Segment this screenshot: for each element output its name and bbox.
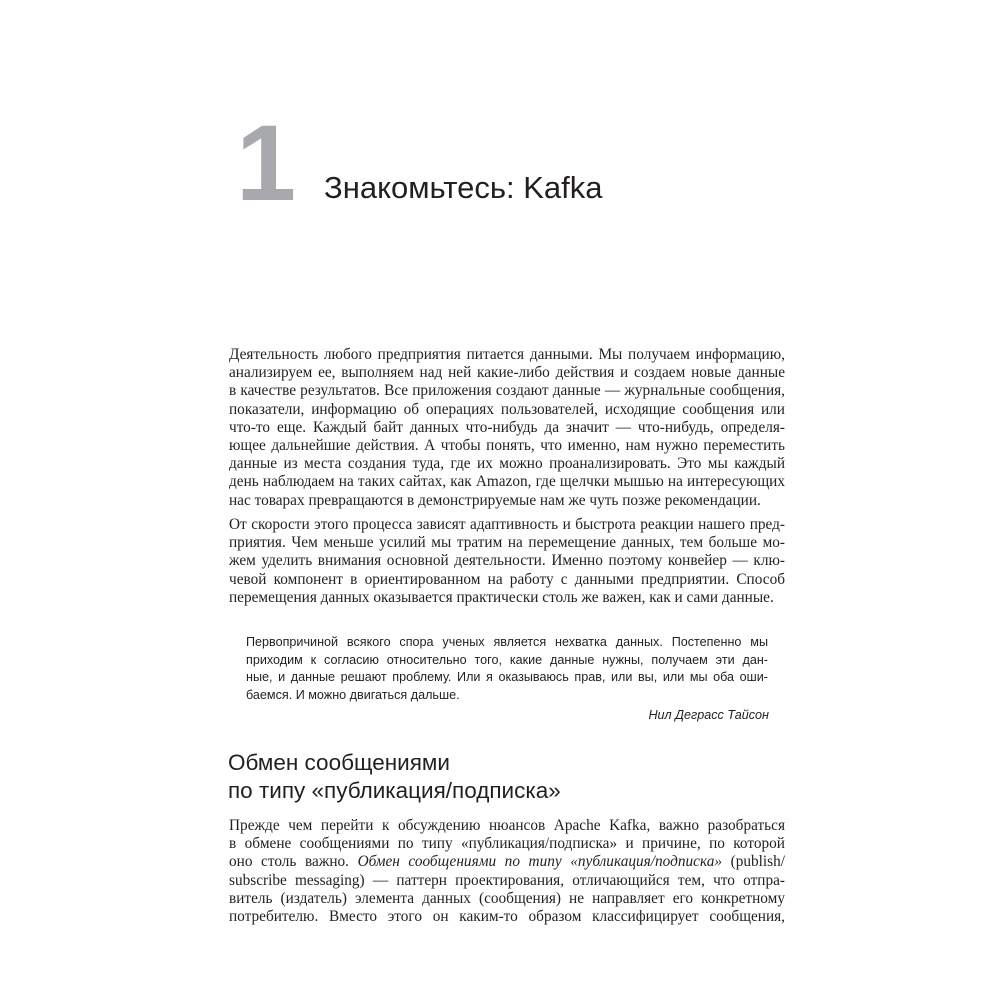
text-line: нас товарах превращаются в демонстрируемые нам же чуть позже рекомендации.: [229, 491, 761, 509]
text-line: Деятельность любого предприятия питается данными. Мы получаем информацию,: [229, 346, 785, 363]
section-heading-line: по типу «публикация/подписка»: [228, 778, 561, 803]
intro-paragraph-1: [229, 346, 785, 510]
text-line: в обмене сообщениями по типу «публикация/подписка» и причине, по которой: [229, 835, 785, 853]
section-heading-line: Обмен сообщениями: [228, 750, 450, 775]
text-line: анализируем ее, выполняем над ней какие-либо действия и создаем новые данные: [229, 364, 785, 382]
epigraph-quote: [246, 634, 768, 705]
text-line: витель (издатель) элемента данных (сообщения) не направляет его конкретному: [229, 889, 785, 907]
text-fragment: оно столь важно.: [229, 853, 358, 871]
text-line: перемещения данных оказывается практически столь же важен, как и сами данные.: [229, 588, 774, 606]
italic-term: Обмен сообщениями по типу «публикация/подписка»: [357, 853, 723, 871]
text-line: день наблюдаем на таких сайтах, как Amazon, где щелчки мышью на интересующих: [229, 473, 785, 491]
text-line: данные из места создания туда, где их можно проанализировать. Это мы каждый: [229, 455, 785, 473]
chapter-header: [230, 102, 790, 223]
text-line: От скорости этого процесса зависят адаптивность и быстрота реакции нашего пред-: [229, 516, 785, 533]
quote-line: баемся. И можно двигаться дальше.: [246, 688, 460, 703]
text-line: жем уделить внимания основной деятельности. Именно поэтому конвейер — клю-: [229, 552, 785, 570]
epigraph-author: Нил Деграсс Тайсон: [648, 708, 769, 722]
text-line: приятия. Чем меньше усилий мы тратим на перемещение данных, тем больше мо-: [229, 534, 785, 552]
text-line: Прежде чем перейти к обсуждению нюансов Apache Kafka, важно разобраться: [229, 817, 785, 834]
intro-paragraph-2: [229, 516, 785, 607]
text-line: что-то еще. Каждый байт данных что-нибудь да значит — что-нибудь, определя-: [229, 418, 785, 436]
text-line: чевой компонент в ориентированном на работу с данными предприятии. Способ: [229, 570, 785, 588]
quote-line: Первопричиной всякого спора ученых является нехватка данных. Постепенно мы: [246, 635, 768, 649]
quote-line: приходим к согласию относительно того, какие данные нужны, получаем эти дан-: [246, 652, 768, 667]
text-line: потребителю. Вместо этого он каким-то образом классифицирует сообщения,: [229, 908, 785, 926]
text-fragment: (publish/: [722, 853, 785, 871]
chapter-title: Знакомьтесь: Kafka: [324, 170, 603, 205]
text-line: в качестве результатов. Все приложения создают данные — журнальные сообщения,: [229, 382, 785, 400]
text-line-with-term: [229, 853, 785, 871]
section-paragraph: [229, 817, 785, 926]
text-line: показатели, информацию об операциях пользователей, исходящие сообщения или: [229, 400, 785, 418]
text-line: subscribe messaging) — паттерн проектирования, отличающийся тем, что отпра-: [229, 871, 785, 889]
section-heading: [228, 749, 561, 805]
text-line: ющее дальнейшие действия. А чтобы понять, что именно, нам нужно переместить: [229, 437, 785, 455]
chapter-number: 1: [236, 102, 297, 223]
quote-line: ные, и данные решают проблему. Или я оказываюсь прав, или вы, или мы оба оши-: [246, 670, 768, 685]
